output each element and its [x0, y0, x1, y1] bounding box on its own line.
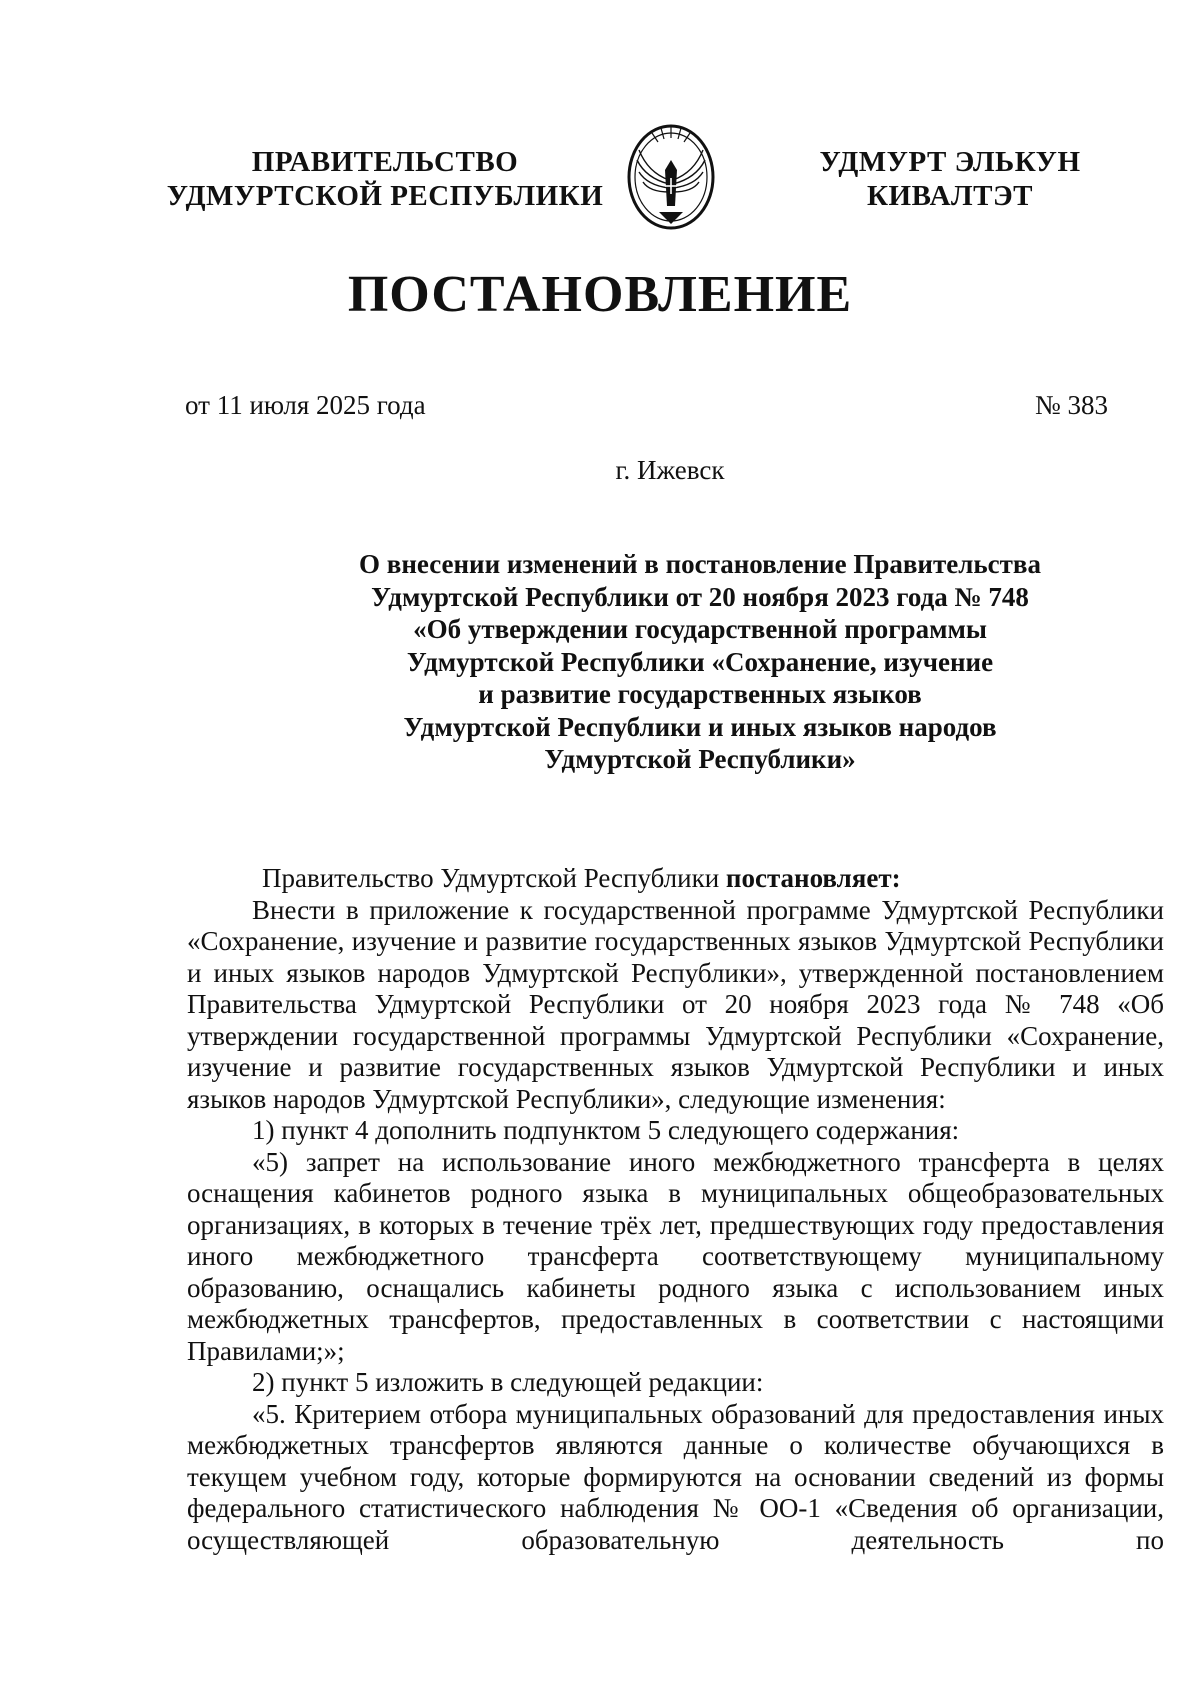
body-paragraph-preamble	[187, 863, 1164, 895]
document-date: от 11 июля 2025 года	[185, 390, 426, 420]
title-line: и развитие государственных языков	[478, 679, 922, 709]
body-paragraph: 2) пункт 5 изложить в следующей редакции:	[252, 1367, 764, 1397]
document-body	[187, 863, 1164, 1556]
org-name-russian	[150, 145, 620, 213]
title-line: Удмуртской Республики и иных языков народов	[403, 711, 997, 742]
body-paragraph: «5. Критерием отбора муниципальных образований для предоставления иных межбюджетных трансфертов являются данные о количестве обучающихся в текущем учебном году, которые формируются на основании сведений из формы федерального статистического наблюдения № ОО-1 «Сведения об организации, осуществляющей образовательную деятельность по	[187, 1398, 1164, 1555]
document-type: ПОСТАНОВЛЕНИЕ	[347, 266, 853, 323]
body-paragraph: «5) запрет на использование иного межбюджетного трансферта в целях оснащения кабинетов родного языка в муниципальных общеобразовательных организациях, в которых в течение трёх лет, предшествующих году предоставления иного межбюджетного трансферта соответствующему муниципальному образованию, оснащались кабинеты родного языка с использованием иных межбюджетных трансфертов, предоставленных в соответствии с настоящими Правилами;»;	[187, 1146, 1164, 1366]
org-name-udmurt	[780, 145, 1120, 213]
org-name-russian-line1: ПРАВИТЕЛЬСТВО	[251, 146, 519, 178]
preamble-verb: постановляет:	[725, 863, 901, 893]
org-name-udmurt-line2: КИВАЛТЭТ	[866, 180, 1033, 212]
title-line: «Об утверждении государственной программы	[413, 614, 987, 644]
document-city: г. Ижевск	[615, 455, 725, 485]
document-number: № 383	[1034, 390, 1108, 420]
title-line: О внесении изменений в постановление Правительства	[359, 549, 1041, 579]
preamble-text: Правительство Удмуртской Республики	[262, 863, 726, 893]
title-line: Удмуртской Республики «Сохранение, изучение	[406, 646, 994, 677]
coat-of-arms-icon	[625, 120, 717, 232]
title-line: Удмуртской Республики»	[544, 744, 856, 774]
org-name-russian-line2: УДМУРТСКОЙ РЕСПУБЛИКИ	[166, 180, 604, 212]
org-name-udmurt-line1: УДМУРТ ЭЛЬКУН	[819, 146, 1081, 178]
title-line: Удмуртской Республики от 20 ноября 2023 года № 748	[371, 581, 1029, 612]
body-paragraph: 1) пункт 4 дополнить подпунктом 5 следующего содержания:	[252, 1115, 960, 1145]
document-title	[250, 548, 1150, 776]
body-paragraph: Внести в приложение к государственной программе Удмуртской Республики «Сохранение, изучение и развитие государственных языков Удмуртской Республики и иных языков народов Удмуртской Республики», утвержденной постановлением Правительства Удмуртской Республики от 20 ноября 2023 года № 748 «Об утверждении государственной программы Удмуртской Республики «Сохранение, изучение и развитие государственных языков Удмуртской Республики и иных языков народов Удмуртской Республики», следующие изменения:	[187, 894, 1164, 1114]
